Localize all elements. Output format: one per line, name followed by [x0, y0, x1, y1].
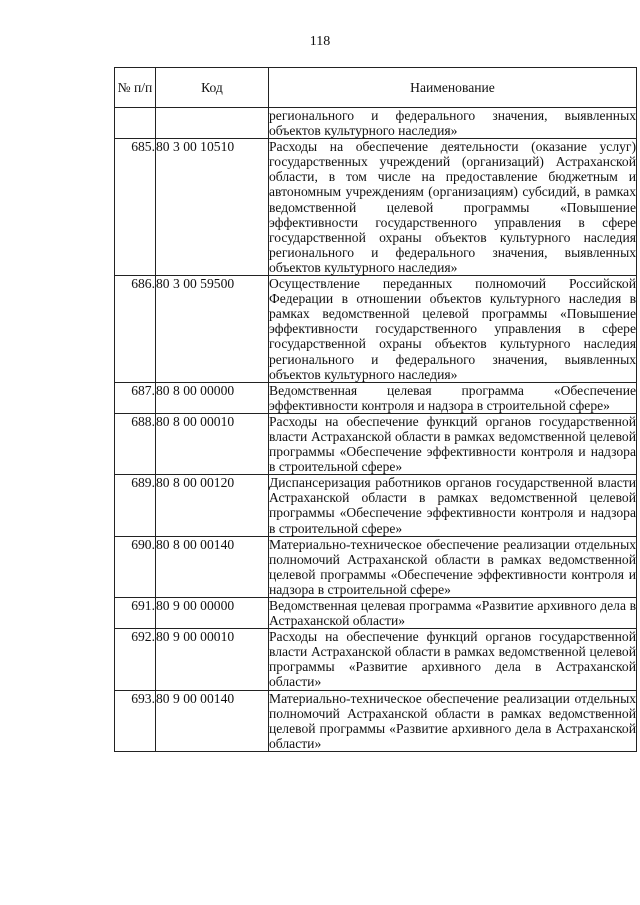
row-number: 685.	[115, 139, 156, 276]
row-code: 80 3 00 59500	[156, 276, 269, 383]
row-name: Расходы на обеспечение функций органов государственной власти Астраханской области в рамках ведомственной целевой программы «Развитие архивного дела в Астраханской области»	[269, 629, 636, 690]
row-name: Расходы на обеспечение функций органов государственной власти Астраханской области в рамках ведомственной целевой программы «Обеспечение эффективности контроля и надзора в строительной сфере»	[269, 413, 636, 475]
row-name: Ведомственная целевая программа «Развитие архивного дела в Астраханской области»	[269, 598, 636, 629]
row-code: 80 3 00 10510	[156, 139, 269, 276]
budget-classification-table	[114, 67, 637, 752]
table-row	[115, 139, 637, 276]
row-number: 686.	[115, 276, 156, 383]
table-row	[115, 382, 637, 413]
table-row	[115, 108, 637, 139]
table-row	[115, 413, 637, 474]
row-number: 688.	[115, 413, 156, 474]
row-number: 691.	[115, 598, 156, 629]
table-row	[115, 690, 637, 751]
table-header-row	[115, 68, 637, 108]
row-name: Диспансеризация работников органов государственной власти Астраханской области в рамках ведомственной целевой программы «Обеспечение эффективности контроля и надзора в строительной сфере»	[269, 475, 636, 536]
row-code: 80 8 00 00140	[156, 536, 269, 597]
table-row	[115, 598, 637, 629]
row-code	[156, 108, 269, 139]
row-code: 80 8 00 00000	[156, 382, 269, 413]
table-row	[115, 475, 637, 536]
row-code: 80 8 00 00010	[156, 413, 269, 474]
row-code: 80 9 00 00140	[156, 690, 269, 751]
row-name: регионального и федерального значения, выявленных объектов культурного наследия»	[269, 108, 636, 139]
row-number: 687.	[115, 382, 156, 413]
column-header-code: Код	[156, 68, 269, 108]
row-code: 80 9 00 00010	[156, 629, 269, 690]
row-number	[115, 108, 156, 139]
row-name: Материально-техническое обеспечение реализации отдельных полномочий Астраханской области в рамках ведомственной целевой программы «Обеспечение эффективности контроля и надзора в строительной сфере»	[269, 536, 636, 597]
table-row	[115, 536, 637, 597]
row-code: 80 8 00 00120	[156, 475, 269, 536]
row-name: Осуществление переданных полномочий Российской Федерации в отношении объектов культурного наследия в рамках ведомственной целевой программы «Повышение эффективности государственного управления в сфере государственной охраны объектов культурного наследия регионального и федерального значения, выявленных объектов культурного наследия»	[269, 276, 636, 382]
row-name: Ведомственная целевая программа «Обеспечение эффективности контроля и надзора в строительной сфере»	[269, 382, 636, 413]
page-number: 118	[309, 34, 331, 49]
row-name: Расходы на обеспечение деятельности (оказание услуг) государственных учреждений (организаций) Астраханской области, в том числе на предоставление бюджетным и автономным учреждениям (организациям) субсидий, в рамках ведомственной целевой программы «Повышение эффективности государственного управления в сфере государственной охраны объектов культурного наследия регионального и федерального значения, выявленных объектов культурного наследия»	[269, 139, 636, 275]
column-header-number: № п/п	[115, 68, 156, 108]
row-name: Материально-техническое обеспечение реализации отдельных полномочий Астраханской области в рамках ведомственной целевой программы «Развитие архивного дела в Астраханской области»	[269, 690, 636, 751]
row-number: 689.	[115, 475, 156, 536]
row-number: 692.	[115, 629, 156, 690]
column-header-name: Наименование	[269, 68, 637, 108]
table-row	[115, 276, 637, 383]
table-row	[115, 629, 637, 690]
row-code: 80 9 00 00000	[156, 598, 269, 629]
row-number: 690.	[115, 536, 156, 597]
row-number: 693.	[115, 690, 156, 751]
